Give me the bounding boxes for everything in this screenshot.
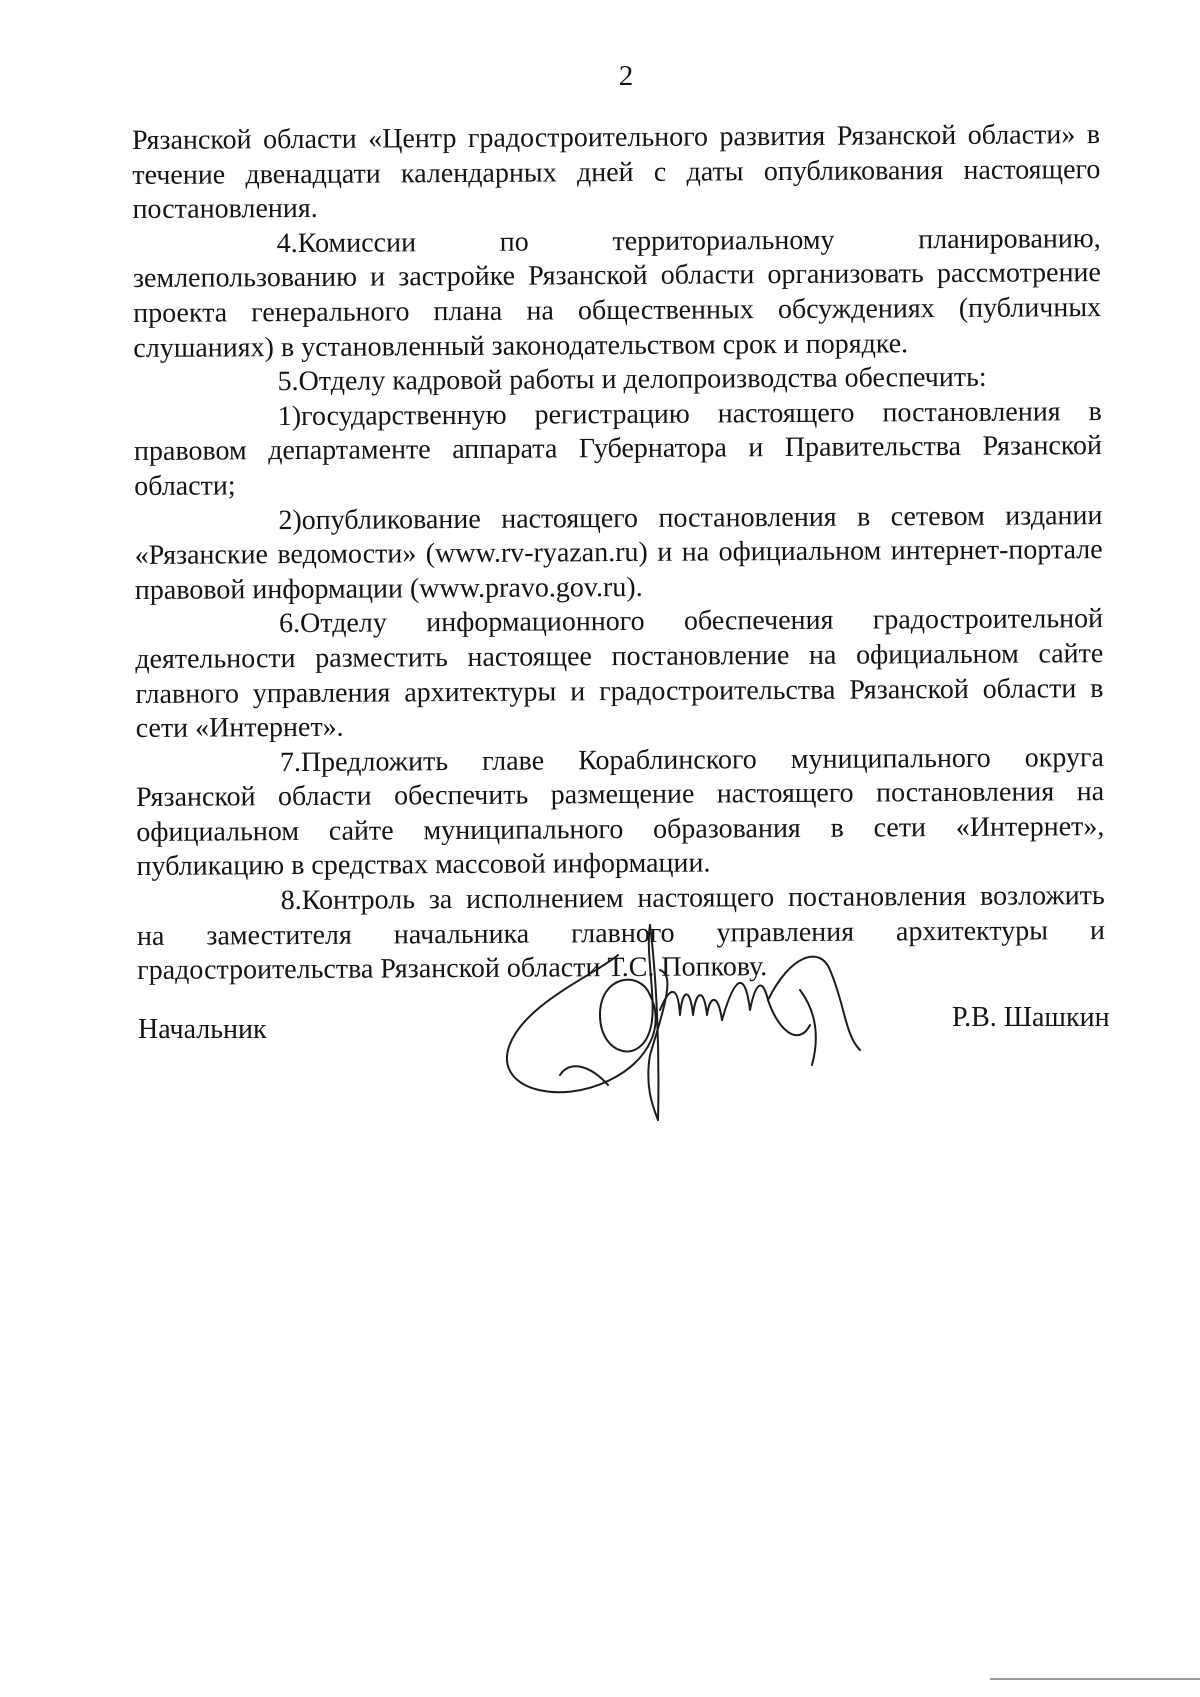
signer-name: Р.В. Шашкин	[952, 1002, 1110, 1033]
scan-edge-line	[990, 1678, 1200, 1680]
paragraph-text: опубликование настоящего постановления в сетевом издании «Рязанские ведомости» (www.rv-ryazan.ru) и на официальном интернет-портале правовой информации (www.pravo.gov.ru).	[134, 499, 1103, 606]
item-number: 1)	[277, 400, 302, 432]
paragraph-text: Комиссии по территориальному планированию, землепользованию и застройке Рязанской области организовать рассмотрение проекта генерального плана на общественных обсуждениях (публичных слушаниях) в установленный законодательством срок и порядке.	[132, 222, 1102, 364]
paragraph-text: Предложить главе Кораблинского муниципального округа Рязанской области обеспечить размещение настоящего постановления на официальном сайте муниципального образования в сети «Интернет», публикацию в средствах массовой информации.	[136, 741, 1105, 883]
item-number: 2)	[278, 504, 302, 536]
handwritten-signature	[500, 915, 880, 1125]
paragraph-text: Рязанской области «Центр градостроительного развития Рязанской области» в течение двенадцати календарных дней с даты опубликования настоящего постановления.	[132, 119, 1101, 226]
item-number: 5.	[277, 366, 299, 398]
signer-position: Начальник	[138, 1014, 267, 1045]
page-number: 2	[618, 60, 634, 92]
item-number: 4.	[276, 227, 298, 259]
paragraph-text: Отделу кадровой работы и делопроизводства обеспечить:	[298, 361, 987, 398]
paragraph-text: государственную регистрацию настоящего постановления в правовом департаменте аппарата Губернатора и Правительства Рязанской области;	[133, 395, 1103, 502]
item-number: 7.	[279, 746, 301, 778]
item-number: 6.	[278, 608, 301, 640]
paragraph-text: Отделу информационного обеспечения градостроительной деятельности разместить настоящее постановление на официальном сайте главного управления архитектуры и градостроительства Рязанской области в сети «Интернет».	[135, 603, 1104, 745]
paragraph-text: Контроль за исполнением настоящего постановления возложить на заместителя начальника главного управления архитектуры и градостроительства Рязанской области Т.С. Попкову.	[136, 880, 1106, 987]
item-number: 8.	[280, 885, 302, 917]
